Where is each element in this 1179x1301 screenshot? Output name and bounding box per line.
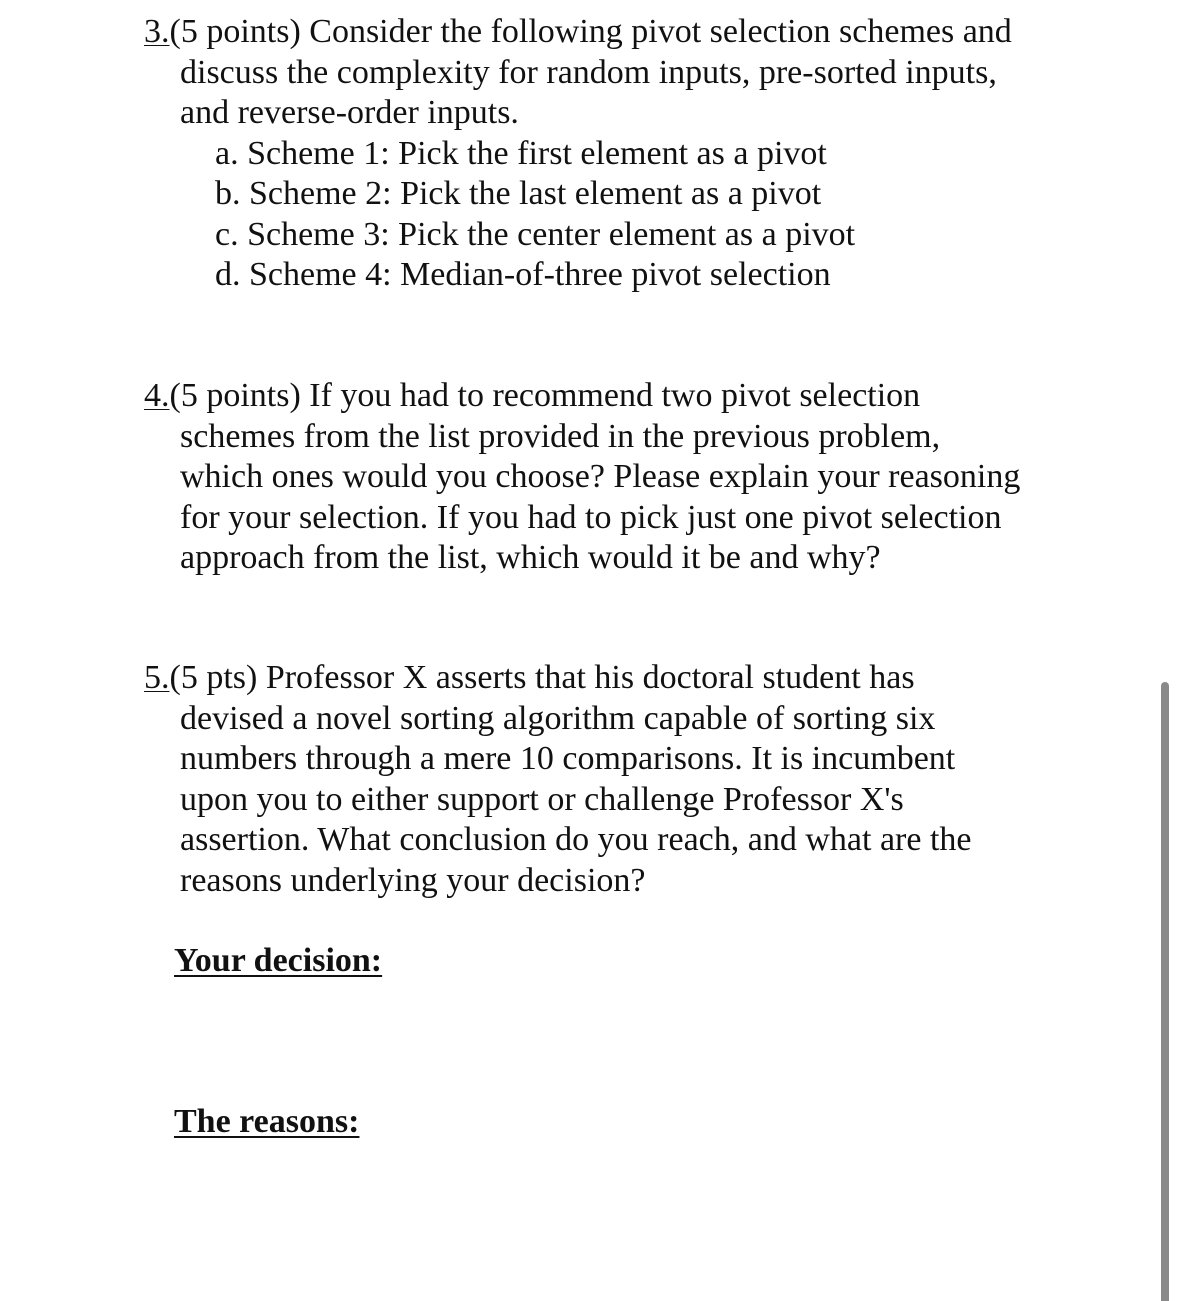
the-reasons-heading: The reasons: (174, 1103, 360, 1140)
question-3-number: 3. (144, 13, 170, 50)
scheme-item-a: a. Scheme 1: Pick the first element as a pivot (215, 134, 827, 172)
question-5-first-text: (5 pts) Professor X asserts that his doctoral student has (169, 659, 915, 696)
question-3-first-text: (5 points) Consider the following pivot selection schemes and (169, 13, 1012, 50)
question-3 (144, 12, 1064, 296)
question-4-first-text: (5 points) If you had to recommend two pivot selection (169, 377, 921, 414)
question-4-line: which ones would you choose? Please explain your reasoning (180, 458, 1021, 495)
question-5-line: assertion. What conclusion do you reach, and what are the (180, 821, 972, 858)
question-5-line: numbers through a mere 10 comparisons. It is incumbent (180, 740, 956, 777)
question-5-number: 5. (144, 659, 170, 696)
question-5-line: devised a novel sorting algorithm capable of sorting six (180, 699, 936, 737)
scheme-item-d: d. Scheme 4: Median-of-three pivot selection (215, 256, 831, 293)
question-4-line: approach from the list, which would it be and why? (180, 539, 881, 576)
question-4 (144, 376, 1064, 579)
question-3-first-line (144, 12, 1064, 53)
question-3-line: discuss the complexity for random inputs, pre-sorted inputs, (180, 53, 997, 91)
question-5-first-line (144, 658, 1064, 699)
question-5-line: upon you to either support or challenge Professor X's (180, 780, 904, 818)
question-5-line: reasons underlying your decision? (180, 861, 646, 899)
scheme-item-b: b. Scheme 2: Pick the last element as a pivot (215, 175, 822, 212)
scheme-item-c: c. Scheme 3: Pick the center element as a pivot (215, 215, 856, 253)
question-4-line: schemes from the list provided in the previous problem, (180, 417, 941, 455)
question-3-line: and reverse-order inputs. (180, 94, 519, 131)
question-4-first-line (144, 376, 1064, 417)
question-4-number: 4. (144, 377, 170, 414)
question-4-line: for your selection. If you had to pick just one pivot selection (180, 498, 1002, 536)
vertical-scrollbar-thumb[interactable] (1161, 682, 1169, 1301)
question-5 (144, 658, 1064, 901)
your-decision-heading: Your decision: (174, 942, 383, 979)
